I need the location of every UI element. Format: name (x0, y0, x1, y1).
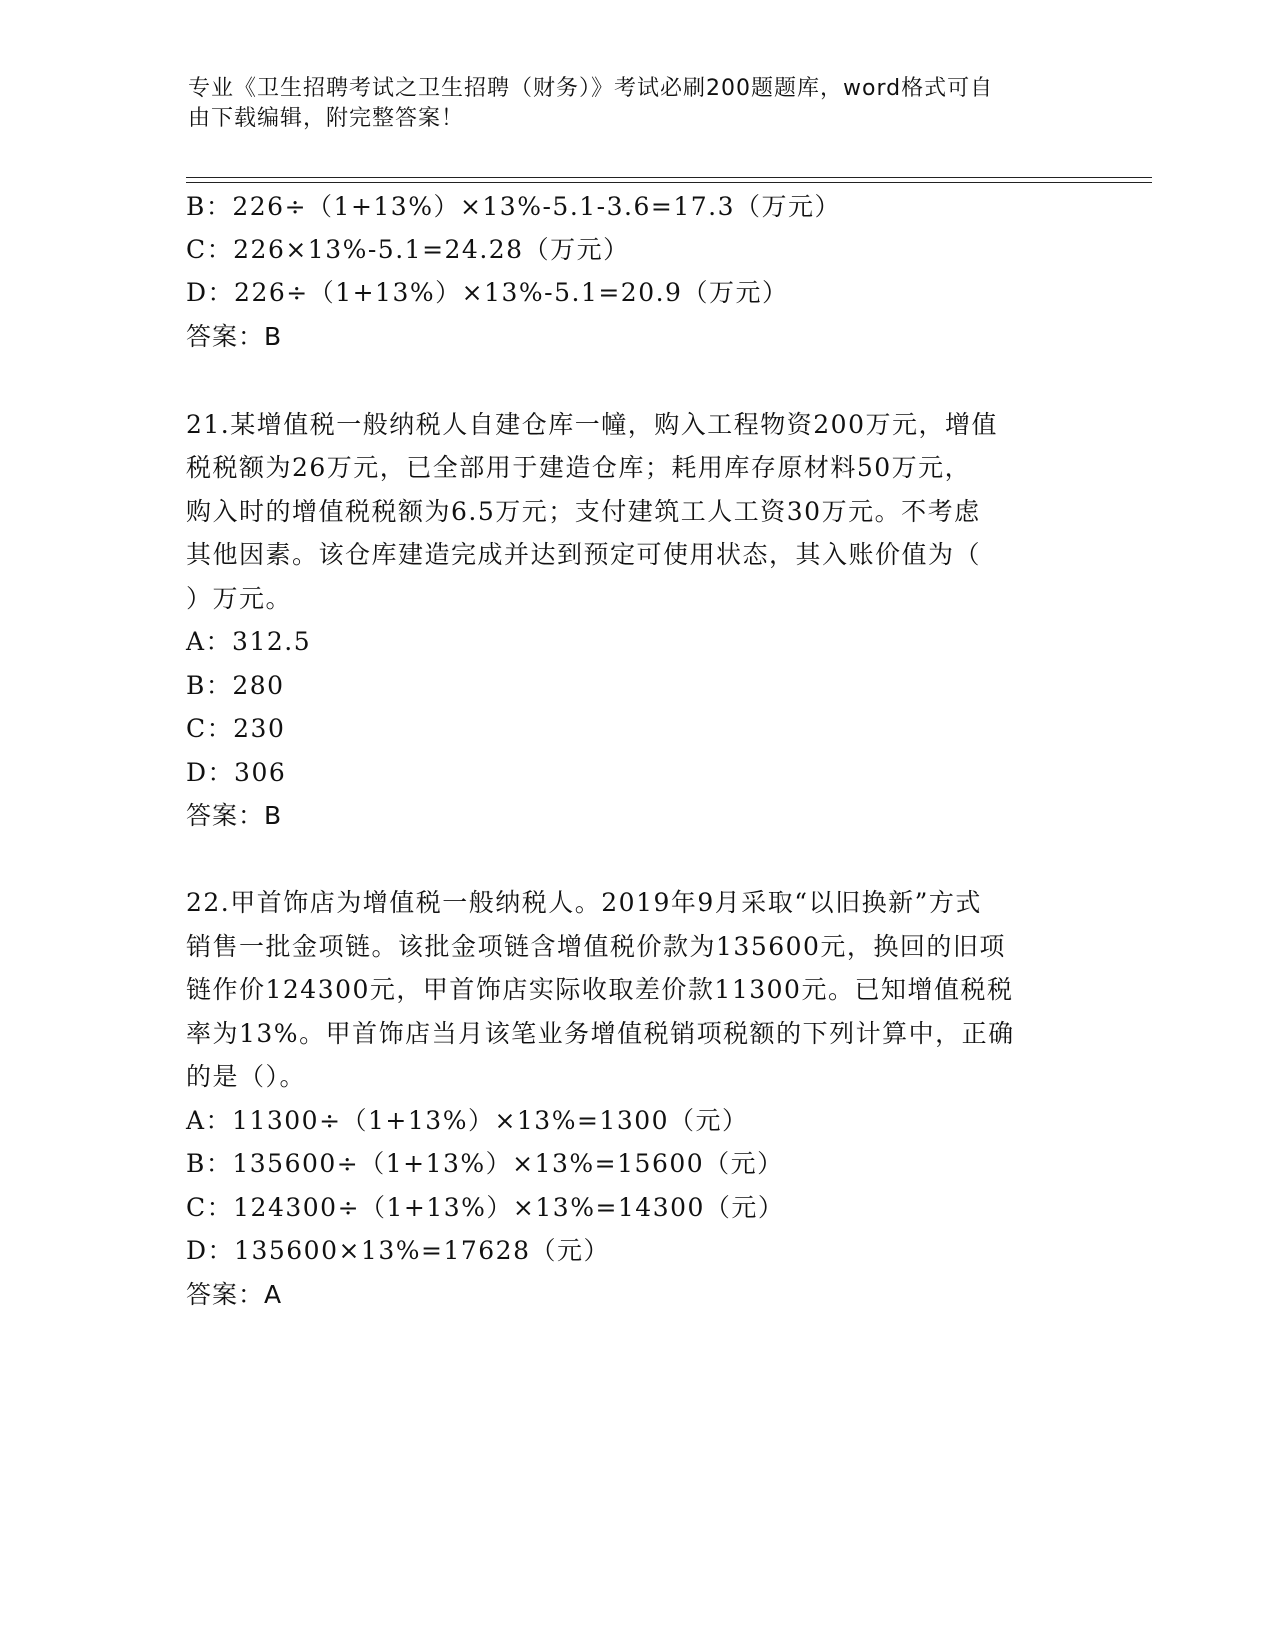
q21-option-c: C：230 (186, 714, 286, 743)
q20-option-b: B：226÷（1+13%）×13%-5.1-3.6=17.3（万元） (186, 192, 841, 221)
q21-stem-line-5: ）万元。 (186, 584, 293, 613)
q21-stem-line-3: 购入时的增值税税额为6.5万元；支付建筑工人工资30万元。不考虑 (186, 497, 981, 526)
header-divider-bottom (186, 182, 1152, 183)
q22-option-b: B：135600÷（1+13%）×13%=15600（元） (186, 1149, 784, 1178)
q22-option-a: A：11300÷（1+13%）×13%=1300（元） (186, 1106, 749, 1135)
q21-option-b: B：280 (186, 671, 285, 700)
q21-stem-line-2: 税税额为26万元，已全部用于建造仓库；耗用库存原材料50万元， (186, 453, 972, 482)
header-divider-top (186, 177, 1152, 178)
q22-stem-line-5: 的是（）。 (186, 1062, 307, 1091)
q20-option-c: C：226×13%-5.1=24.28（万元） (186, 235, 630, 264)
q21-answer: 答案：B (186, 801, 283, 830)
q22-stem-line-3: 链作价124300元，甲首饰店实际收取差价款11300元。已知增值税税 (186, 975, 1014, 1004)
q20-option-d: D：226÷（1+13%）×13%-5.1=20.9（万元） (186, 278, 789, 307)
q22-stem-line-1: 22.甲首饰店为增值税一般纳税人。2019年9月采取“以旧换新”方式 (186, 888, 982, 917)
header-line-1: 专业《卫生招聘考试之卫生招聘（财务）》考试必刷200题题库，word格式可自 (188, 76, 994, 101)
q21-stem-line-1: 21.某增值税一般纳税人自建仓库一幢，购入工程物资200万元，增值 (186, 410, 998, 439)
q22-option-d: D：135600×13%=17628（元） (186, 1236, 610, 1265)
document-header (188, 74, 1088, 134)
q22-option-c: C：124300÷（1+13%）×13%=14300（元） (186, 1193, 785, 1222)
header-line-2: 由下载编辑，附完整答案！ (188, 106, 465, 131)
q21-option-d: D：306 (186, 758, 287, 787)
q21-stem-line-4: 其他因素。该仓库建造完成并达到预定可使用状态，其入账价值为（ (186, 540, 982, 569)
q21-option-a: A：312.5 (186, 627, 312, 656)
q22-stem-line-4: 率为13%。甲首饰店当月该笔业务增值税销项税额的下列计算中，正确 (186, 1019, 1015, 1048)
q22-answer: 答案：A (186, 1280, 283, 1309)
q22-stem-line-2: 销售一批金项链。该批金项链含增值税价款为135600元，换回的旧项 (186, 932, 1006, 961)
q20-answer: 答案：B (186, 322, 283, 351)
